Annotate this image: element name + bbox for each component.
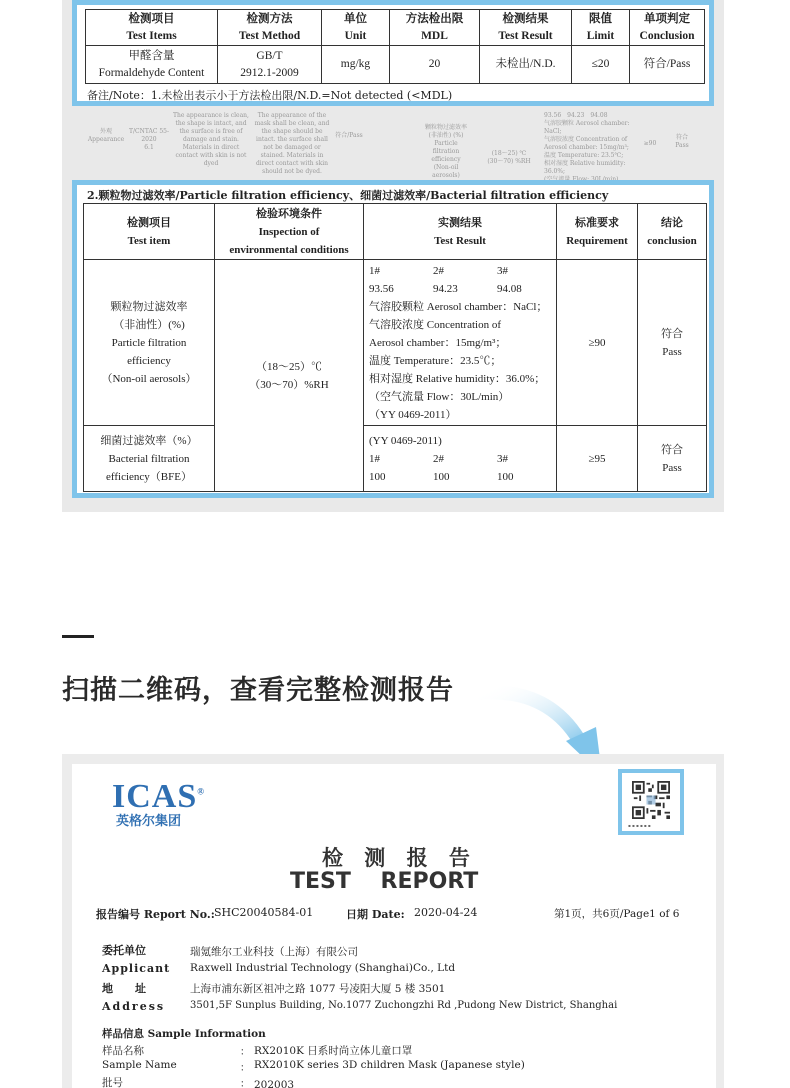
bfe-item-cell: 细菌过滤效率（%） Bacterial filtration efficiency（BFE） xyxy=(84,426,215,492)
table-header: 实测结果 Test Result xyxy=(364,204,557,260)
faded-background-text: 93.56 94.23 94.08 气溶胶颗粒 Aerosol chamber: NaCl; 气溶胶浓度 Concentration of Aerosol chamber: 15mg/m³; 温度 Temperature: 23.5℃; 相对湿度 Relative humidity: 36.0%; xyxy=(544,112,630,175)
table-note: 备注/Note：1.未检出表示小于方法检出限/N.D.=Not detected (<MDL) xyxy=(87,89,453,102)
bfe-conclusion-cell: 符合 Pass xyxy=(638,426,707,492)
bfe-result-cell: (YY 0469-2011) 1# 2# 3# 100 100 100 xyxy=(364,426,557,492)
table-header: 检验环境条件 Inspection of environmental conditions xyxy=(215,204,364,260)
qr-code-icon[interactable] xyxy=(632,781,670,819)
batch-value: 202003 xyxy=(254,1079,295,1088)
table-row xyxy=(84,260,707,426)
sample-name-cn-label: 样品名称 xyxy=(102,1045,144,1057)
faded-background-text: The appearance is clean, the shape is intact, and the surface is free of damage and stain. Materials in direct contact with skin is not dyed xyxy=(173,112,249,167)
sample-name-value: RX2010K series 3D children Mask (Japanese style) xyxy=(254,1059,525,1071)
batch-label: 批号 xyxy=(102,1077,123,1088)
section-dash xyxy=(62,635,94,638)
colon: ： xyxy=(240,1079,250,1088)
colon: ： xyxy=(240,1047,250,1058)
report-date: 2020-04-24 xyxy=(414,906,478,919)
report-title-cn: 检 测 报 告 xyxy=(322,846,477,870)
test-item-cell: 甲醛含量 Formaldehyde Content xyxy=(86,46,218,84)
table-header-row xyxy=(86,10,705,46)
table-header: 方法检出限 MDL xyxy=(390,10,480,46)
formaldehyde-callout xyxy=(72,0,714,106)
pfe-item-cell: 颗粒物过滤效率 （非油性）(%) Particle filtration efficiency （Non-oil aerosols） xyxy=(84,260,215,426)
address-value: 3501,5F Sunplus Building, No.1077 Zuchongzhi Rd ,Pudong New District, Shanghai xyxy=(190,1000,618,1011)
result-cell: 未检出/N.D. xyxy=(480,46,572,84)
report-title-en: TEST REPORT xyxy=(290,869,479,894)
sample-info-heading: 样品信息 Sample Information xyxy=(102,1028,266,1040)
unit-cell: mg/kg xyxy=(322,46,390,84)
table-header: 检测项目 Test item xyxy=(84,204,215,260)
address-label: Address xyxy=(102,1000,166,1013)
table-header: 标准要求 Requirement xyxy=(557,204,638,260)
faded-background-text: T/CNTAC 55-2020 6.1 xyxy=(128,128,170,151)
sample-name-label: Sample Name xyxy=(102,1059,177,1071)
pfe-requirement-cell: ≥90 xyxy=(557,260,638,426)
report-no: SHC20040584-01 xyxy=(214,906,314,919)
bfe-requirement-cell: ≥95 xyxy=(557,426,638,492)
table-row xyxy=(84,426,707,492)
faded-background-text: 颗粒物过滤效率 (非油性) (%) Particle filtration efficiency (Non-oil aerosols) xyxy=(424,124,467,179)
table-header: 检测方法 Test Method xyxy=(218,10,322,46)
pfe-result-cell: 1# 2# 3# 93.56 94.23 94.08 气溶胶颗粒 Aerosol chamber：NaCl； 气溶胶浓度 Concentration of Aerosol chamber：15mg/m³； 温度 Temperature：23.5℃； 相对湿度 Relative humidity：36.0%； （空气流量 Flow：30L/min） （YY 0469-2011） xyxy=(364,260,557,426)
address-cn-value: 上海市浦东新区祖冲之路 1077 号凌阳大厦 5 楼 3501 xyxy=(190,983,446,995)
environment-cell: （18～25）℃ （30～70）%RH xyxy=(215,260,364,492)
faded-background-text: 符合/Pass xyxy=(335,132,363,139)
table-header-row xyxy=(84,204,707,260)
address-cn-label: 地 址 xyxy=(102,982,146,995)
sample-name-cn-value: RX2010K 日系时尚立体儿童口罩 xyxy=(254,1045,413,1057)
table-header: 单位 Unit xyxy=(322,10,390,46)
logo-subtitle: 英格尔集团 xyxy=(116,814,182,829)
applicant-value: Raxwell Industrial Technology (Shanghai)Co., Ltd xyxy=(190,962,456,974)
report-no-label: 报告编号 Report No.: xyxy=(96,908,215,921)
table-header: 单项判定 Conclusion xyxy=(630,10,705,46)
faded-background-text: ≥90 xyxy=(643,140,657,147)
formaldehyde-table xyxy=(85,9,705,84)
section-title: 2.颗粒物过滤效率/Particle filtration efficiency、细菌过滤效率/Bacterial filtration efficiency xyxy=(87,189,609,202)
filtration-callout xyxy=(72,180,714,498)
client-value: 瑞氪维尔工业科技（上海）有限公司 xyxy=(190,946,358,958)
report-cover xyxy=(72,764,716,1088)
faded-background-text: (18～25) ℃ (30～70) %RH xyxy=(487,150,531,165)
qr-caption: ▪ ▪ ▪ ▪ ▪ ▪ xyxy=(628,823,651,828)
faded-background-text: The appearance of the mask shall be clean, and the shape should be intact. the surface shall not be damaged or stained. Materials in direct contact with skin should not be dyed. xyxy=(254,112,330,175)
table-row xyxy=(86,46,705,84)
table-header: 检测结果 Test Result xyxy=(480,10,572,46)
table-header: 检测项目 Test Items xyxy=(86,10,218,46)
client-label: 委托单位 xyxy=(102,944,146,957)
page-indicator: 第1页，共6页/Page1 of 6 xyxy=(554,908,680,920)
table-header: 限值 Limit xyxy=(572,10,630,46)
table-header: 结论 conclusion xyxy=(638,204,707,260)
date-label: 日期 Date: xyxy=(346,908,405,921)
faded-background-text: 符合 Pass xyxy=(675,134,689,149)
scan-heading: 扫描二维码，查看完整检测报告 xyxy=(62,675,454,706)
colon: ： xyxy=(240,1063,250,1074)
conclusion-cell: 符合/Pass xyxy=(630,46,705,84)
pfe-conclusion-cell: 符合 Pass xyxy=(638,260,707,426)
faded-background-text: 外观 Appearance xyxy=(87,128,125,143)
limit-cell: ≤20 xyxy=(572,46,630,84)
icas-logo: ICAS® xyxy=(112,778,205,815)
test-method-cell: GB/T 2912.1-2009 xyxy=(218,46,322,84)
qr-code-frame[interactable] xyxy=(618,769,684,835)
filtration-table xyxy=(83,203,707,492)
mdl-cell: 20 xyxy=(390,46,480,84)
applicant-label: Applicant xyxy=(102,962,171,975)
